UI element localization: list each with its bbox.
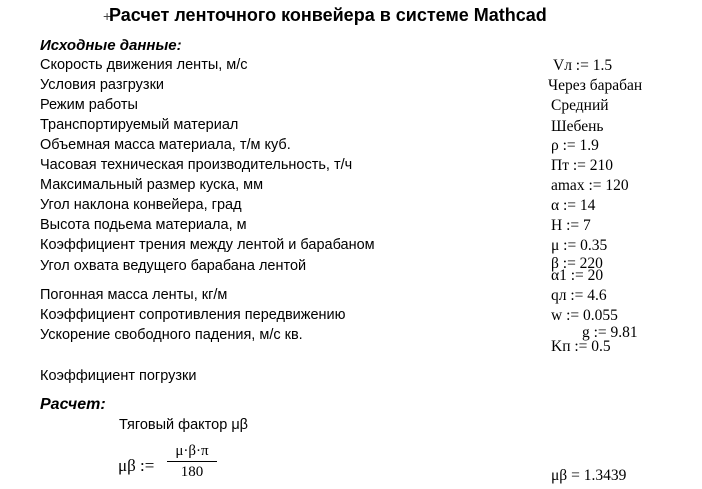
value-lift-height[interactable]: H := 7 [551, 217, 591, 234]
value-wrap-angle-beta-partial[interactable]: β := 220 [551, 255, 603, 272]
label-belt-speed: Скорость движения ленты, м/с [40, 57, 248, 73]
value-max-piece[interactable]: amax := 120 [551, 177, 629, 194]
value-resistance[interactable]: w := 0.055 [551, 307, 618, 324]
value-density[interactable]: ρ := 1.9 [551, 137, 599, 154]
value-incline-angle[interactable]: α := 14 [551, 197, 596, 214]
traction-result[interactable]: μβ = 1.3439 [551, 467, 627, 484]
value-gravity-partial[interactable]: g := 9.81 [582, 324, 638, 341]
inputs-heading: Исходные данные: [40, 37, 182, 54]
label-productivity: Часовая техническая производительность, т/ч [40, 157, 353, 173]
value-wrap-angle[interactable]: α1 := 20 [551, 267, 604, 284]
value-mode[interactable]: Средний [551, 97, 609, 114]
formula-lhs: μβ := [118, 456, 155, 475]
label-lift-height: Высота подьема материала, м [40, 217, 247, 233]
value-unloading[interactable]: Через барабан [548, 77, 643, 94]
formula-numerator: μ·β·π [175, 443, 209, 459]
traction-factor-label: Тяговый фактор μβ [119, 417, 249, 433]
label-loading-coef: Коэффициент погрузки [40, 368, 197, 384]
label-incline-angle: Угол наклона конвейера, град [40, 197, 242, 213]
formula-denominator: 180 [180, 464, 204, 480]
label-material: Транспортируемый материал [40, 117, 239, 133]
value-belt-speed[interactable]: Vл := 1.5 [553, 57, 613, 74]
label-resistance: Коэффициент сопротивления передвижению [40, 307, 346, 323]
value-belt-mass[interactable]: qл := 4.6 [551, 287, 607, 304]
label-friction: Коэффициент трения между лентой и барабаном [40, 237, 375, 253]
calc-heading: Расчет: [40, 396, 106, 413]
label-wrap-angle: Угол охвата ведущего барабана лентой [40, 258, 307, 274]
value-material[interactable]: Шебень [551, 118, 604, 135]
page-title: Расчет ленточного конвейера в системе Mathcad [109, 5, 547, 25]
text-cursor-icon: + [103, 8, 112, 24]
value-loading-coef[interactable]: Kп := 0.5 [551, 338, 611, 355]
formula-fraction [167, 443, 217, 481]
label-density: Объемная масса материала, т/м куб. [40, 137, 291, 153]
label-belt-mass: Погонная масса ленты, кг/м [40, 287, 228, 303]
label-max-piece: Максимальный размер куска, мм [40, 177, 264, 193]
label-gravity: Ускорение свободного падения, м/с кв. [40, 327, 303, 343]
fraction-bar [167, 461, 217, 462]
label-mode: Режим работы [40, 97, 138, 113]
value-productivity[interactable]: Пт := 210 [551, 157, 614, 174]
value-friction[interactable]: μ := 0.35 [551, 237, 608, 254]
label-unloading: Условия разгрузки [40, 77, 165, 93]
